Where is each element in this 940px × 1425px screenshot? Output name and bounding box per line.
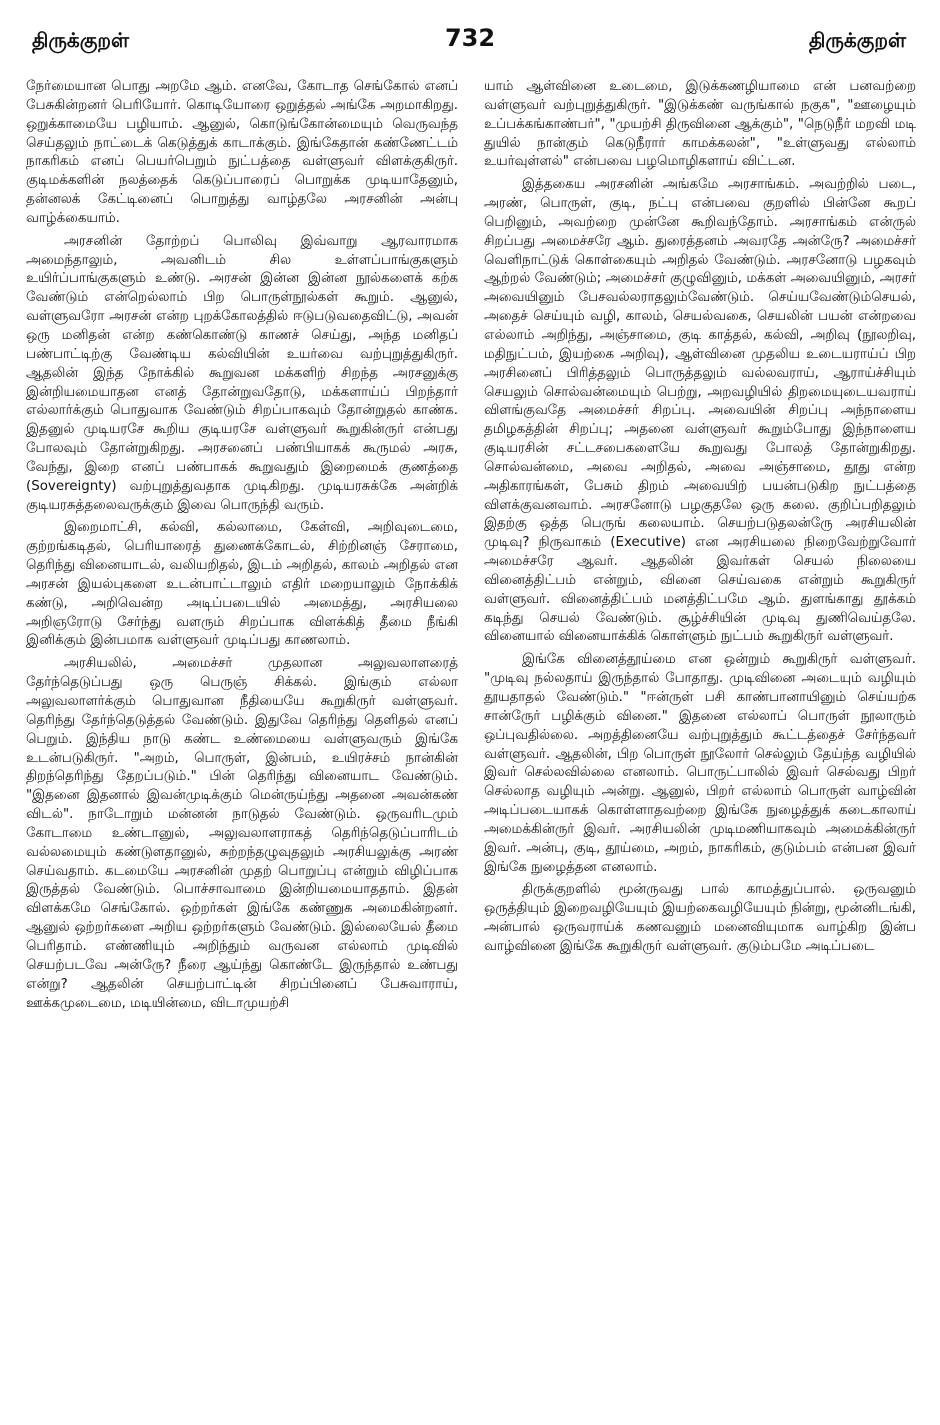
page-header [28, 24, 912, 60]
paragraph: இங்கே வினைத்தூய்மை என ஒன்றும் கூறுகிருர் வள்ளுவர். "முடிவு நல்லதாய் இருந்தால் போதாது. முடிவினை அடையும் வழியும் தூயதாதல் வேண்டும்." "ஈன்ருள் பசி காண்பானாயினும் செய்யற்க சான்ருேர் பழிக்கும் வினை." இதனை எல்லாப் பொருள் நூலாரும் ஒப்புவதில்லை. அறத்தினையே வற்புறுத்தும் கூட்டத்தைச் சேர்ந்தவர் வள்ளுவர். ஆதலின், பிற பொருள் நூலோர் செல்லும் தேய்ந்த வழியில் இவர் செல்லவில்லை எனலாம். பொருட்பாலில் இவர் செல்வது பிறர் செல்லாத வழியும் அன்று. ஆனுல், பிறர் எல்லாம் பொருள் வாழ்வின் அடிப்படையாகக் கொள்ளாதவற்றை இங்கே நுழைத்துக் கடைகாலாய் அமைக்கின்ருர் இவர். அரசியலின் முடிமணியாகவும் அமைக்கின்ருர் இவர். அன்பு, குடி, தூய்மை, அறம், நாகரிகம், குடும்பம் என்பன இவர் இங்கே நுழைத்தன எனலாம். [484, 652, 916, 875]
left-column [26, 78, 458, 1017]
paragraph: இத்தகைய அரசனின் அங்கமே அரசாங்கம். அவற்றில் படை, அரண், பொருள், குடி, நட்பு என்பவை குறளில் பின்னே கூறப் பெறினும், அவற்றை முன்னே கூறிவந்தோம். அரசாங்கம் என்ருல் சிறப்பது அமைச்சரே ஆம். துரைத்தனம் அவரதே அன்ருே? அமைச்சர் வெளிநாட்டுக் கொள்கையும் அறிதல் வேண்டும். அரசனோடு பழகவும் ஆற்றல் வேண்டும்; அமைச்சர் குழுவினும், மக்கள் அவையினும், அரசர் அவையினும் பேசவல்லராதலும்வேண்டும். செய்யவேண்டும்செயல், அதைச் செய்யும் வழி, காலம், செயல்வகை, செயலின் பயன் என்றவை எல்லாம் அறிந்து, அஞ்சாமை, குடி காத்தல், கல்வி, அறிவு (நூலறிவு, மதிநுட்பம், இயற்கை அறிவு), ஆள்வினை முதலிய உடையராய்ப் பிற அரசினைப் பிரித்தலும் பொருத்தலும் வல்லவராய், ஆராய்ச்சியும் செயலும் சொல்வன்மையும் பெற்று, அறவழியில் திறமையுடையவராய் விளங்குவதே அமைச்சர் சிறப்பு. அவையின் சிறப்பு அந்நாளைய தமிழகத்தின் சிறப்பு; அதனை வள்ளுவர் கூறும்போது இந்நாளைய குடியரசின் சட்டசபைகளையே கூறுவது போலத் தோன்றுகிறது. சொல்வன்மை, அவை அறிதல், அவை அஞ்சாமை, தூது என்ற அதிகாரங்கள், பேசும் திறம் அவையிற் பயன்படுகிற நுட்பத்தை விளக்குவனவாம். அரசனோடு பழகுதலே ஒரு கலை. குறிப்பறிதலும் இதற்கு ஒத்த பெருங் கலையாம். செயற்படுதலன்ருே அரசியலின் முடிவு? நிருவாகம் (Executive) என அரசியலை நிறைவேற்றுவோர் அமைச்சரே ஆவர். ஆதலின் இவர்கள் செயல் நிலையை வினைத்திட்பம் என்றும், வினை செய்வகை என்றும் கூறுகிருர் வள்ளுவர். வினைத்திட்பம் மனத்திட்பமே ஆம். துளங்காது தூக்கம் கடிந்து செயல் வேண்டும். சூழ்ச்சியின் முடிவு துணிவெய்தலே. வினையால் வினையாக்கிக் கொள்ளும் நுட்பம் கூறுகிருர் வள்ளுவர். [484, 177, 916, 645]
paragraph: நேர்மையான பொது அறமே ஆம். எனவே, கோடாத செங்கோல் எனப் பேசுகின்றனர் பெரியோர். கொடியோரை ஒறுத்தல் அங்கே அறமாகிறது. ஒறுக்காமையே பழியாம். ஆனுல், கொடுங்கோன்மையும் வெருவந்த செய்தலும் நாட்டைக் கெடுத்துக் காடாக்கும். இங்கேதான் கண்ணேட்டம் நாகரிகம் எனப் பெயர்பெறும் நுட்பத்தை வள்ளுவர் விளக்குகிருர். குடிமக்களின் நலத்தைக் கெடுப்பாரைப் பொறுக்க முடியாதேனும், தன்னலக் கேட்டினைப் பொறுத்து வாழ்தலே அரசனின் அன்பு வாழ்க்கையாம். [26, 79, 458, 226]
paragraph: திருக்குறளில் மூன்ருவது பால் காமத்துப்பால். ஒருவனும் ஒருத்தியும் இறைவழியேயும் இயற்கைவழியேயும் நின்று, மூன்னிடங்கி, அன்பால் ஒருவராய்க் கணவனும் மனைவியுமாக வாழ்கிற இன்ப வாழ்வினை இங்கே கூறுகிருர் வள்ளுவர். குடும்பமே அடிப்படை [484, 882, 916, 954]
right-column [484, 78, 916, 961]
page-number: 732 [444, 24, 496, 52]
running-title-left: திருக்குறள் [32, 28, 130, 52]
paragraph: யாம் ஆள்வினை உடைமை, இடுக்கணழியாமை என் பனவற்றை வள்ளுவர் வற்புறுத்துகிருர். "இடுக்கண் வருங்கால் நகுக", "ஊழையும் உப்பக்கங்காண்பர்", "முயற்சி திருவினை ஆக்கும்", "நெடுநீர் மறவி மடி துயில் நான்கும் கெடுநீரார் காமக்கலன்", "உள்ளுவது எல்லாம் உயர்வுள்ளல்" என்பவை பழமொழிகளாய் விட்டன. [484, 79, 916, 170]
paragraph: அரசியலில், அமைச்சர் முதலான அலுவலாளரைத் தேர்ந்தெடுப்பது ஒரு பெருஞ் சிக்கல். இங்கும் எல்லா அலுவலாளர்க்கும் பொதுவான நீதியையே கூறுகிருர் வள்ளுவர். தெரிந்து தேர்ந்தெடுத்தல் வேண்டும். இதுவே தெரிந்து தெளிதல் எனப் பெறும். இந்திய நாடு கண்ட உண்மையை வள்ளுவரும் இங்கே உடன்படுகிருர். "அறம், பொருள், இன்பம், உயிரச்சம் நான்கின் திறந்தெரிந்து தேறப்படும்." பின் தெரிந்து வினையாட வேண்டும். "இதனை இதனால் இவன்முடிக்கும் மென்ருய்ந்து அதனை அவன்கண் விடல்". நாடோறும் மன்னன் நாடுதல் வேண்டும். ஒருவரிடமும் கோடாமை உண்டானுல், அலுவலாளராகத் தெரிந்தெடுப்பாரிடம் வல்லமையும் கண்டுளதானுல், சுற்றந்தழுவுதலும் அரசியலுக்கு அரண் செய்வதாம். கடமையே அரசனின் முதற் பொறுப்பு என்றும் விழிப்பாக இருத்தல் வேண்டும். பொச்சாவாமை இன்றியமையாததாம். இதன் விளக்கமே செங்கோல். ஒற்றர்கள் இங்கே கண்ணுக அமைகின்றனர். ஆனுல் ஒற்றர்களை அறிய ஒற்றர்களும் வேண்டும். இல்லையேல் தீமை பெரிதாம். எண்ணியும் அறிந்தும் வருவன எல்லாம் முடிவில் செயற்படவே அன்ருே? நீரை ஆய்ந்து கொண்டே இருந்தால் உண்பது என்று? ஆதலின் செயற்பாட்டின் சிறப்பினைப் பேசுவாராய், ஊக்கமுடைமை, மடியின்மை, விடாமுயற்சி [26, 656, 458, 1011]
running-title-right: திருக்குறள் [808, 28, 906, 52]
paragraph: இறைமாட்சி, கல்வி, கல்லாமை, கேள்வி, அறிவுடைமை, குற்றங்கடிதல், பெரியாரைத் துணைக்கோடல், சிற்றினஞ் சேராமை, தெரிந்து வினையாடல், வலியறிதல், இடம் அறிதல், காலம் அறிதல் என அரசன் இயல்புகளை உடன்பாட்டாலும் எதிர் மறையாலும் நோக்கிக் கண்டு, அறிவென்ற அடிப்படையில் அமைத்து, அரசியலை அறிஞரோடு சேர்ந்து வளரும் சிறப்பாக விளக்கித் தீமை நீங்கி இனிக்கும் இன்பமாக வள்ளுவர் முடிப்பது காணலாம். [26, 520, 458, 649]
paragraph: அரசனின் தோற்றப் பொலிவு இவ்வாறு ஆரவாரமாக அமைந்தாலும், அவனிடம் சில உள்ளப்பாங்குகளும் உயிர்ப்பாங்குகளும் உண்டு. அரசன் இன்ன இன்ன நூல்களைக் கற்க வேண்டும் என்றெல்லாம் பிற பொருள்நூல்கள் கூறும். ஆனுல், வள்ளுவரோ அரசன் என்ற புறக்கோலத்தில் ஈடுபடுவதைவிட்டு, அவன் ஒரு மனிதன் என்ற கண்கொண்டு காணச் செய்து, அந்த மனிதப் பண்பாட்டிற்கு வேண்டிய கல்வியின் உயர்வை வற்புறுத்துகிருர். ஆதலின் இந்த நோக்கில் கூறுவன மக்களிற் சிறந்த அரசனுக்கு இன்றியமையாதன எனத் தோன்றுவதோடு, மக்களாய்ப் பிறந்தார் எல்லார்க்கும் பொதுவாக வேண்டும் சிறப்பாகவும் தோன்றுதல் காண்க. இதனுல் முடியரசே கூறிய குடியரசே வள்ளுவர் கூறுகின்ருர் என்பது போலவும் தோன்றுகிறது. அரசனைப் பண்பியாகக் கூருமல் அரசு, வேந்து, இறை எனப் பண்பாகக் கூறுவதும் இறைமைக் குணத்தை (Sovereignty) வற்புறுத்துவதாக முடிகிறது. முடியரசுக்கே அன்றிக் குடியரசுத்தலைவருக்கும் இவை பொருந்தி வரும். [26, 233, 458, 513]
